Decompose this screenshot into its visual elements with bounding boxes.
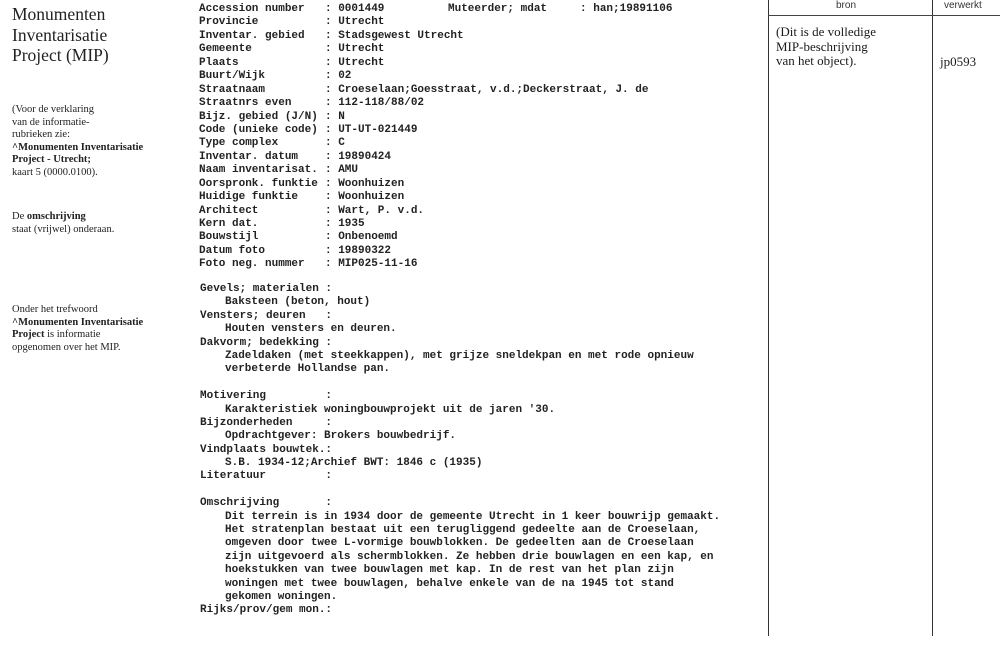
title-line: Inventarisatie [12, 24, 108, 45]
field-row [199, 124, 648, 137]
field-label: Buurt/Wijk [199, 70, 266, 83]
field-label: Bouwstijl [199, 231, 259, 244]
verwerkt-cell: jp0593 [940, 54, 977, 69]
description-note [12, 211, 114, 236]
field-row [199, 57, 648, 70]
field-label: Code (unieke code) [199, 123, 318, 136]
field-value: : C [325, 137, 345, 150]
reference-link[interactable]: Project [12, 329, 45, 341]
field-label: Kern dat. [199, 218, 259, 230]
field-label: Straatnrs even [199, 97, 292, 110]
note-text: De [12, 211, 27, 222]
bron-line: van het object). [776, 53, 857, 68]
section-text: gekomen woningen. [225, 590, 338, 603]
field-row [199, 231, 648, 244]
field-row [199, 258, 648, 271]
record-fields [199, 3, 648, 272]
field-row [199, 43, 648, 56]
field-value: : Utrecht [325, 56, 385, 69]
field-value: : 0001449 [325, 3, 385, 15]
reference-link[interactable]: ^Monumenten Inventarisatie [12, 316, 144, 328]
section-heading: Vensters; deuren : [200, 309, 333, 322]
field-value: : 1935 [325, 218, 365, 230]
section-heading: Vindplaats bouwtek.: [200, 443, 333, 456]
legend-note [12, 104, 143, 180]
field-value: : Stadsgewest Utrecht [325, 29, 464, 42]
section-text: hoekstukken van twee bouwlagen met kap. In de rest van het plan zijn [225, 564, 674, 577]
field-row [199, 218, 648, 231]
section-text: Het stratenplan bestaat uit een terugliggend gedeelte aan de Croeselaan, [225, 524, 701, 537]
section-text: Karakteristiek woningbouwprojekt uit de jaren '30. [225, 403, 556, 416]
section-heading: Motivering : [200, 390, 333, 403]
note-text: van de informatie- [12, 116, 90, 128]
field-label: Inventar. datum [199, 150, 299, 163]
field-label: Inventar. gebied [199, 29, 305, 42]
field-value: : Woonhuizen [325, 177, 405, 190]
title-line: Monumenten [12, 4, 106, 24]
note-text: opgenomen over het MIP. [12, 341, 121, 353]
note-text: rubrieken zie: [12, 129, 71, 141]
field-value: : AMU [325, 164, 359, 177]
section-heading: Dakvorm; bedekking : [200, 336, 333, 349]
column-divider [932, 0, 933, 636]
header-divider [768, 15, 1000, 16]
field-value: : Wart, P. v.d. [325, 204, 425, 217]
section-text: S.B. 1934-12;Archief BWT: 1846 c (1935) [225, 457, 483, 470]
section-text: zijn uitgevoerd als schermblokken. Ze hebben drie bouwlagen en een kap, en [225, 550, 714, 563]
section-text: omgeven door twee L-vormige bouwblokken. De gedeelten aan de Croeselaan [225, 537, 694, 550]
note-bold: omschrijving [26, 211, 86, 222]
verwerkt-header: verwerkt [944, 0, 982, 11]
field-value: : Utrecht [325, 43, 385, 56]
field-row [199, 97, 648, 110]
column-divider [768, 0, 769, 636]
section-text: Houten vensters en deuren. [225, 323, 397, 336]
field-label: Foto neg. nummer [199, 258, 305, 271]
note-text: Onder het trefwoord [12, 304, 98, 315]
section-text: Zadeldaken (met steekkappen), met grijze sneldekpan en met rode opnieuw [225, 349, 694, 362]
field-row [199, 84, 648, 97]
section-heading: Rijks/prov/gem mon.: [200, 604, 333, 617]
keyword-note [12, 304, 143, 354]
section-heading: Gevels; materialen : [200, 283, 333, 295]
field-value: : MIP025-11-16 [325, 258, 418, 271]
note-text: kaart 5 (0000.0100). [12, 166, 98, 178]
field-value: : Croeselaan;Goesstraat, v.d.;Deckerstraat, J. de [325, 83, 649, 96]
field-label: Straatnaam [199, 83, 266, 96]
field-label: Gemeente [199, 43, 252, 56]
section-text: verbeterde Hollandse pan. [225, 363, 391, 376]
bron-cell [776, 25, 876, 69]
field-value: : Onbenoemd [325, 231, 398, 244]
field-value: : 02 [325, 70, 352, 83]
field-value: : 19890424 [325, 150, 392, 163]
section-heading: Omschrijving : [200, 497, 333, 510]
field-row [199, 178, 648, 191]
field-row [199, 191, 648, 204]
field-label: Accession number [199, 3, 305, 15]
field-value: : N [325, 110, 345, 123]
field-row [199, 151, 648, 164]
field-label: Naam inventarisat. [199, 164, 318, 177]
bron-header: bron [836, 0, 857, 11]
field-label: Bijz. gebied (J/N) [199, 110, 318, 123]
field-row [199, 70, 648, 83]
field-row [199, 16, 648, 29]
field-value: : UT-UT-021449 [325, 123, 418, 136]
field-label: Type complex [199, 137, 279, 150]
record-sections [200, 283, 720, 618]
field-row [199, 164, 648, 177]
bron-line: MIP-beschrijving [776, 38, 868, 54]
field-label: Huidige funktie [199, 191, 299, 204]
note-text: is informatie [44, 329, 101, 341]
field-value: : Woonhuizen [325, 191, 405, 204]
section-text: Dit terrein is in 1934 door de gemeente Utrecht in 1 keer bouwrijp gemaakt. [225, 510, 721, 523]
title-line: Project (MIP) [12, 45, 109, 65]
field-label: Plaats [199, 56, 239, 69]
spacer [200, 484, 720, 497]
section-text: Baksteen (beton, hout) [225, 296, 371, 309]
field-row [199, 30, 648, 43]
reference-link[interactable]: Project - Utrecht; [12, 154, 91, 166]
section-text: Opdrachtgever: Brokers bouwbedrijf. [225, 430, 457, 443]
field-value: : 112-118/88/02 [325, 97, 425, 110]
section-heading: Literatuur : [200, 470, 333, 483]
field-row [199, 245, 648, 258]
field-label: Oorspronk. funktie [199, 177, 318, 190]
note-text: staat (vrijwel) onderaan. [12, 223, 115, 235]
section-heading: Bijzonderheden : [200, 416, 333, 429]
reference-link[interactable]: ^Monumenten Inventarisatie [12, 141, 144, 153]
muteerder-field: Muteerder; mdat : han;19891106 [448, 3, 673, 15]
field-value: : 19890322 [325, 244, 392, 257]
field-label: Architect [199, 204, 259, 217]
field-row [199, 205, 648, 218]
field-row [199, 111, 648, 124]
spacer [200, 377, 720, 390]
field-label: Datum foto [199, 244, 266, 257]
field-label: Provincie [199, 16, 259, 29]
field-row [199, 137, 648, 150]
document-title [12, 4, 109, 66]
field-value: : Utrecht [325, 16, 385, 29]
section-text: woningen met twee bouwlagen, behalve enkele van de na 1945 tot stand [225, 577, 674, 590]
bron-line: (Dit is de volledige [776, 24, 877, 39]
note-text: (Voor de verklaring [12, 104, 95, 115]
